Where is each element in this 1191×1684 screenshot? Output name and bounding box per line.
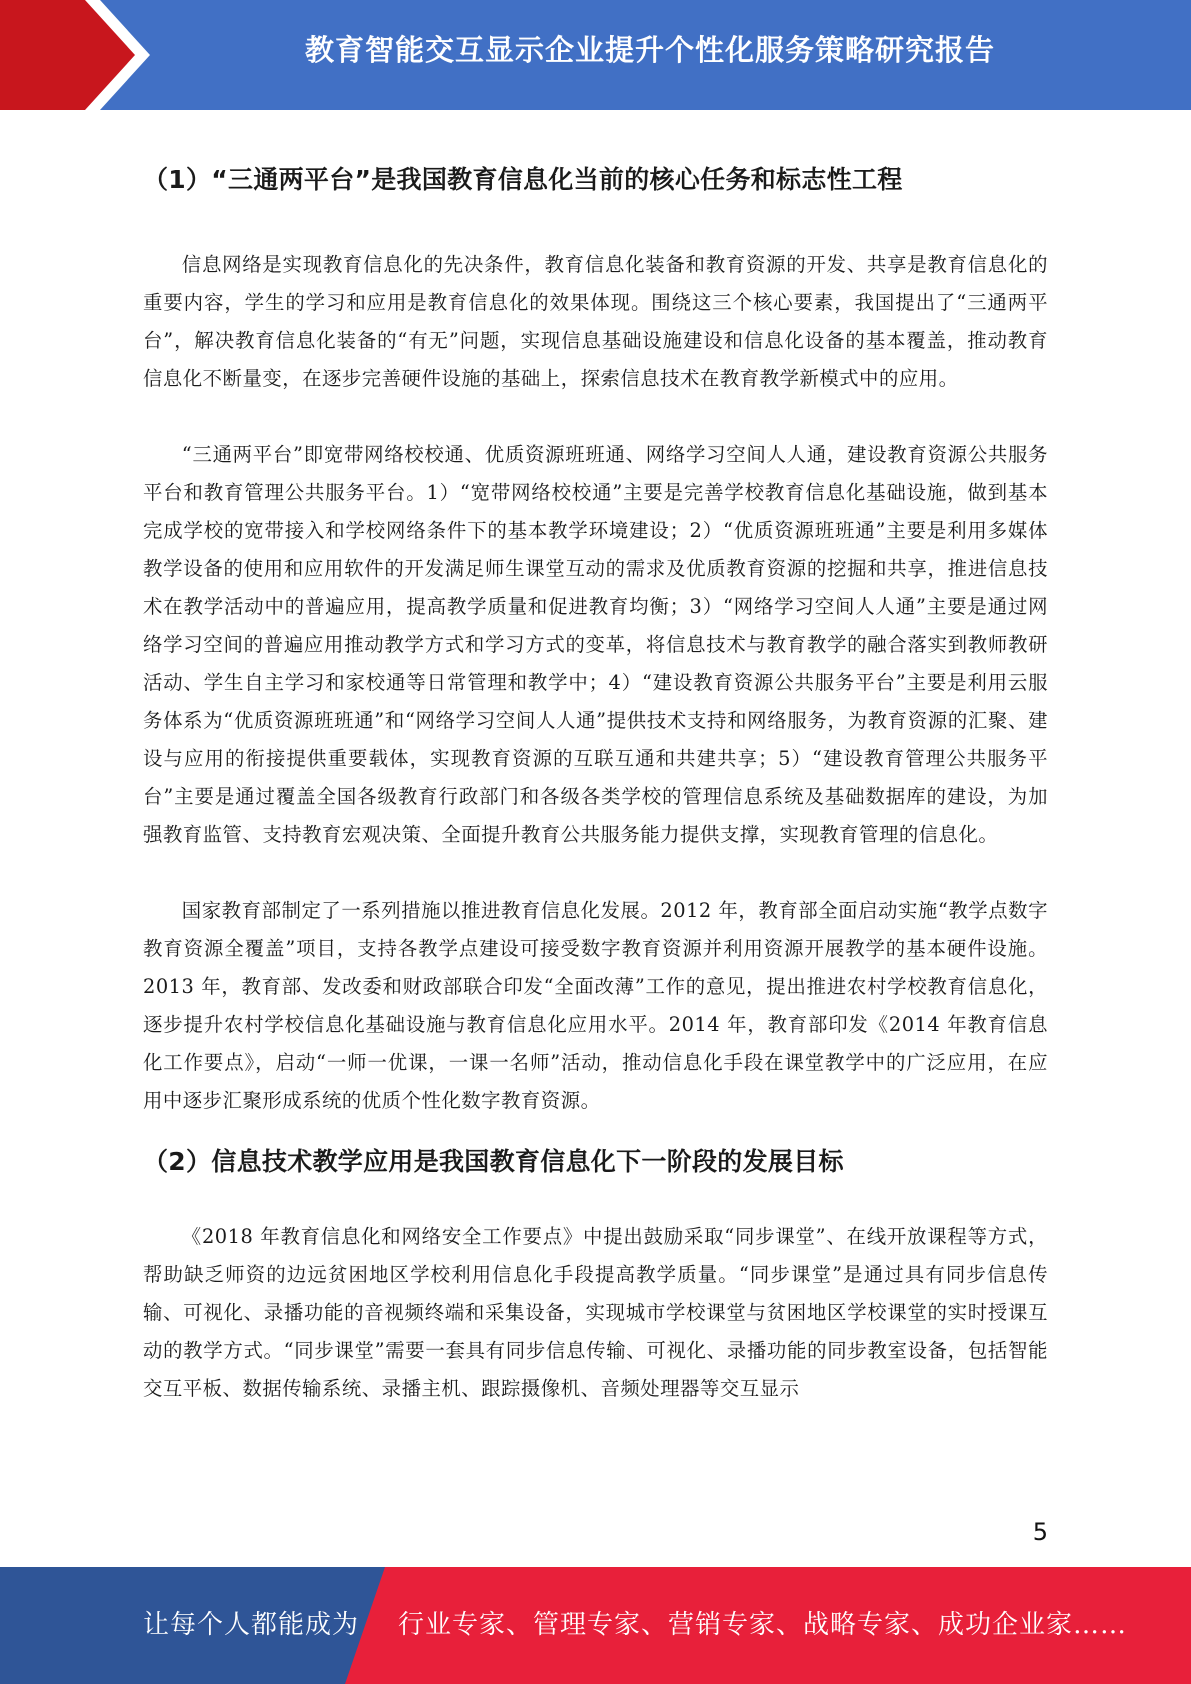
section-heading-2: （2）信息技术教学应用是我国教育信息化下一阶段的发展目标	[143, 1147, 844, 1176]
paragraph: 《2018 年教育信息化和网络安全工作要点》中提出鼓励采取“同步课堂”、在线开放课程等方式，帮助缺乏师资的边远贫困地区学校利用信息化手段提高教学质量。“同步课堂”是通过具有同步信息传输、可视化、录播功能的音视频终端和采集设备，实现城市学校课堂与贫困地区学校课堂的实时授课互动的教学方式。“同步课堂”需要一套具有同步信息传输、可视化、录播功能的同步教室设备，包括智能交互平板、数据传输系统、录播主机、跟踪摄像机、音频处理器等交互显示	[143, 1225, 1048, 1400]
paragraph: 信息网络是实现教育信息化的先决条件，教育信息化装备和教育资源的开发、共享是教育信息化的重要内容，学生的学习和应用是教育信息化的效果体现。围绕这三个核心要素，我国提出了“三通两平台”，解决教育信息化装备的“有无”问题，实现信息基础设施建设和信息化设备的基本覆盖，推动教育信息化不断量变，在逐步完善硬件设施的基础上，探索信息技术在教育教学新模式中的应用。	[143, 253, 1048, 390]
main-content	[143, 160, 1048, 1408]
footer-slogan-left: 让每个人都能成为	[143, 1610, 360, 1640]
header-banner	[0, 0, 1191, 110]
footer-slogan-right: 行业专家、管理专家、营销专家、战略专家、成功企业家……	[398, 1610, 1128, 1640]
page-number: 5	[1032, 1518, 1048, 1546]
paragraph: 国家教育部制定了一系列措施以推进教育信息化发展。2012 年，教育部全面启动实施“教学点数字教育资源全覆盖”项目，支持各教学点建设可接受数字教育资源并利用资源开展教学的基本硬件设施。2013 年，教育部、发改委和财政部联合印发“全面改薄”工作的意见，提出推进农村学校教育信息化，逐步提升农村学校信息化基础设施与教育信息化应用水平。2014 年，教育部印发《2014 年教育信息化工作要点》，启动“一师一优课，一课一名师”活动，推动信息化手段在课堂教学中的广泛应用，在应用中逐步汇聚形成系统的优质个性化数字教育资源。	[143, 899, 1048, 1112]
report-title: 教育智能交互显示企业提升个性化服务策略研究报告	[304, 33, 995, 67]
paragraph: “三通两平台”即宽带网络校校通、优质资源班班通、网络学习空间人人通，建设教育资源公共服务平台和教育管理公共服务平台。1）“宽带网络校校通”主要是完善学校教育信息化基础设施，做到基本完成学校的宽带接入和学校网络条件下的基本教学环境建设；2）“优质资源班班通”主要是利用多媒体教学设备的使用和应用软件的开发满足师生课堂互动的需求及优质教育资源的挖掘和共享，推进信息技术在教学活动中的普遍应用，提高教学质量和促进教育均衡；3）“网络学习空间人人通”主要是通过网络学习空间的普遍应用推动教学方式和学习方式的变革，将信息技术与教育教学的融合落实到教师教研活动、学生自主学习和家校通等日常管理和教学中；4）“建设教育资源公共服务平台”主要是利用云服务体系为“优质资源班班通”和“网络学习空间人人通”提供技术支持和网络服务，为教育资源的汇聚、建设与应用的衔接提供重要载体，实现教育资源的互联互通和共建共享；5）“建设教育管理公共服务平台”主要是通过覆盖全国各级教育行政部门和各级各类学校的管理信息系统及基础数据库的建设，为加强教育监管、支持教育宏观决策、全面提升教育公共服务能力提供支撑，实现教育管理的信息化。	[143, 443, 1048, 846]
section-heading-1: （1）“三通两平台”是我国教育信息化当前的核心任务和标志性工程	[143, 165, 903, 194]
footer-banner	[0, 1567, 1191, 1684]
